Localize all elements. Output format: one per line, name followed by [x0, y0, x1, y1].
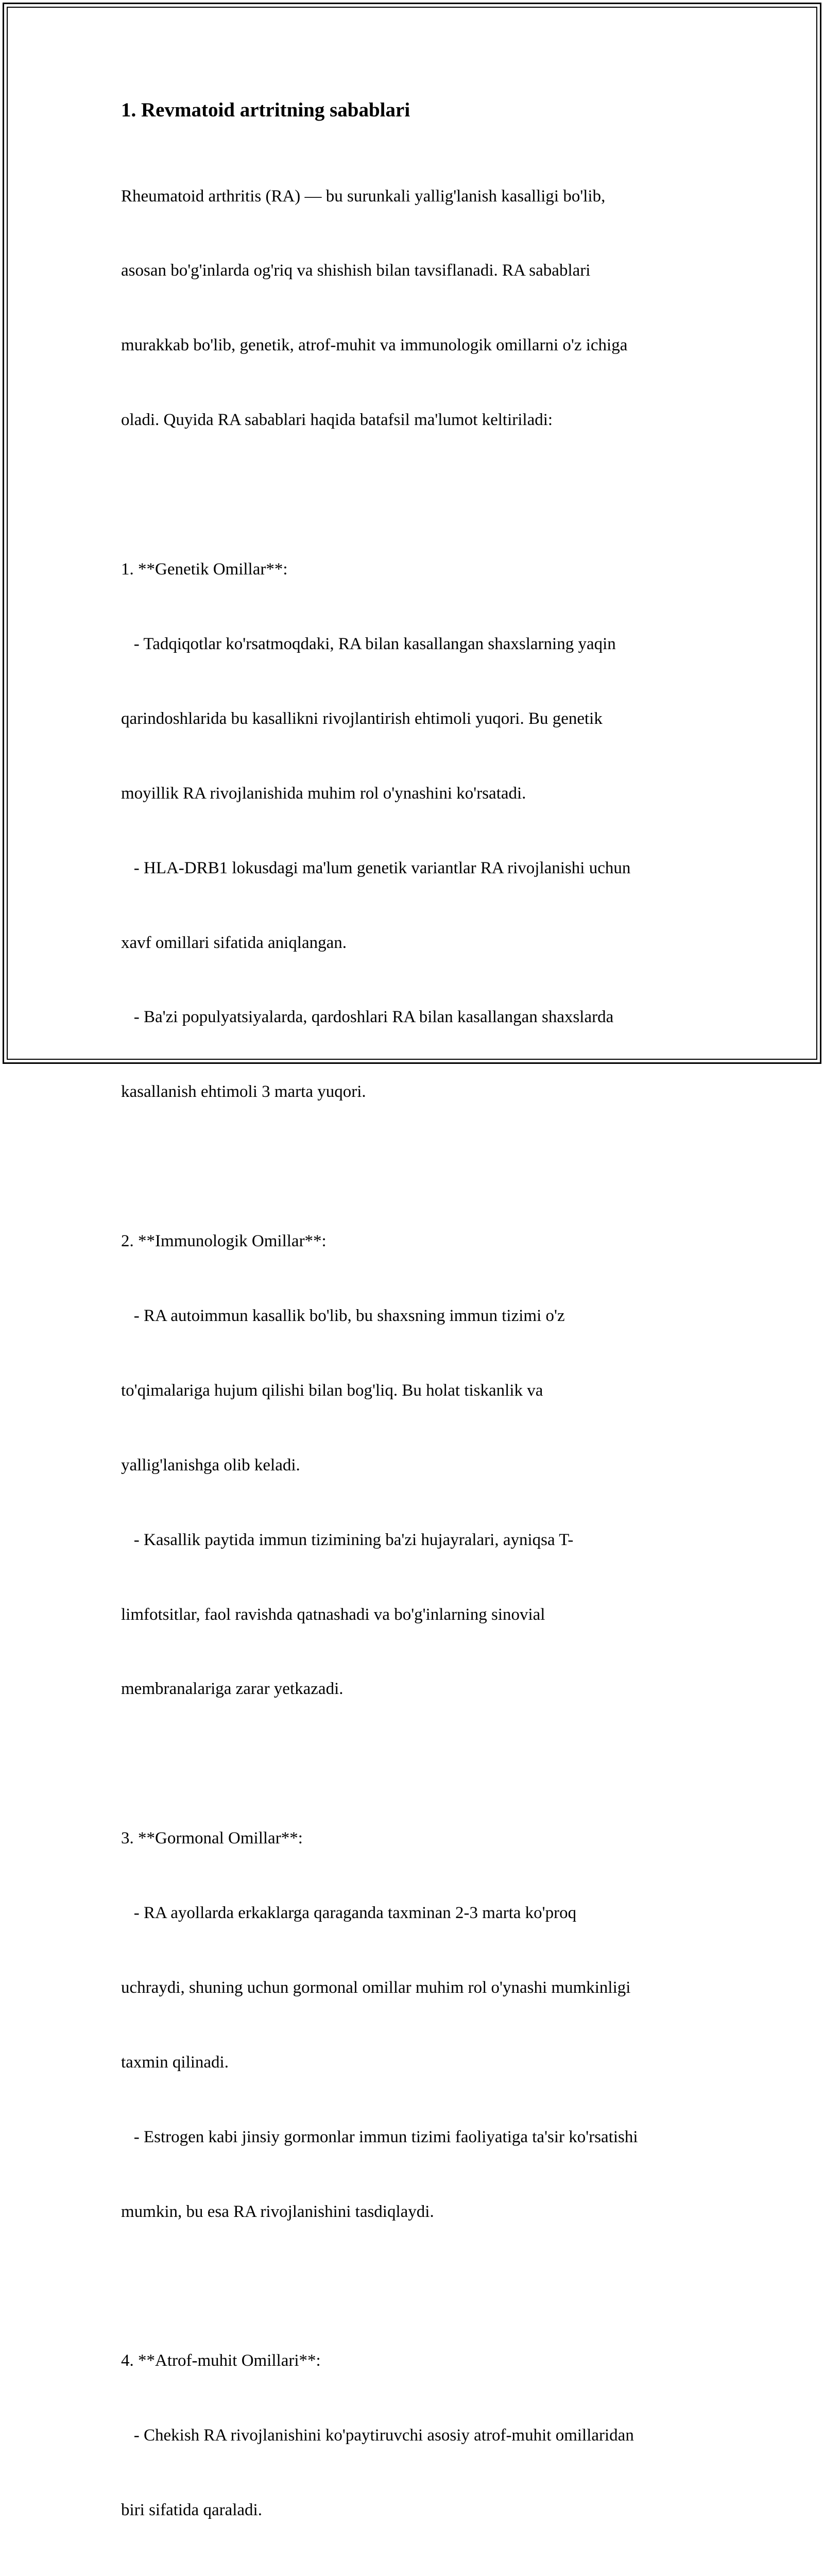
text-line: yallig'lanishga olib keladi. [121, 1455, 300, 1475]
text-line: oladi. Quyida RA sabablari haqida batafsil ma'lumot keltiriladi: [121, 411, 553, 430]
document-body [121, 97, 713, 2576]
text-line: biri sifatida qaraladi. [121, 2501, 262, 2520]
list-item: - Estrogen kabi jinsiy gormonlar immun tizimi faoliyatiga ta'sir ko'rsatishi [121, 2127, 638, 2146]
list-item: - HLA-DRB1 lokusdagi ma'lum genetik variantlar RA rivojlanishi uchun [121, 858, 631, 877]
list-item: - Ba'zi populyatsiyalarda, qardoshlari RA bilan kasallangan shaxslarda [121, 1008, 614, 1027]
text-line: xavf omillari sifatida aniqlangan. [121, 933, 347, 952]
section-heading-immunologik: 2. **Immunologik Omillar**: [121, 1232, 327, 1251]
blank-line [121, 1154, 713, 1179]
text-line: kasallanish ehtimoli 3 marta yuqori. [121, 1082, 366, 1101]
blank-line [121, 482, 713, 507]
text-line: asosan bo'g'inlarda og'riq va shishish bilan tavsiflanadi. RA sabablari [121, 261, 591, 280]
text-line: limfotsitlar, faol ravishda qatnashadi va bo'g'inlarning sinovial [121, 1605, 545, 1624]
text-line: uchraydi, shuning uchun gormonal omillar muhim rol o'ynashi mumkinligi [121, 1978, 631, 1997]
text-line: mumkin, bu esa RA rivojlanishini tasdiqlaydi. [121, 2202, 434, 2221]
text-line: membranalariga zarar yetkazadi. [121, 1680, 344, 1699]
list-item: - Kasallik paytida immun tizimining ba'zi hujayralari, ayniqsa T- [121, 1530, 574, 1549]
text-line: murakkab bo'lib, genetik, atrof-muhit va immunologik omillarni o'z ichiga [121, 336, 628, 355]
list-item: - Chekish RA rivojlanishini ko'paytiruvchi asosiy atrof-muhit omillaridan [121, 2426, 634, 2445]
section-heading-atrof-muhit: 4. **Atrof-muhit Omillari**: [121, 2351, 321, 2370]
text-line: moyillik RA rivojlanishida muhim rol o'ynashini ko'rsatadi. [121, 784, 526, 803]
section-heading-gormonal: 3. **Gormonal Omillar**: [121, 1829, 303, 1848]
document-text [121, 134, 713, 2576]
text-line: to'qimalariga hujum qilishi bilan bog'liq. Bu holat tiskanlik va [121, 1381, 543, 1400]
list-item [121, 2572, 713, 2576]
list-item: - RA autoimmun kasallik bo'lib, bu shaxsning immun tizimi o'z [121, 1306, 565, 1325]
section-heading-genetik: 1. **Genetik Omillar**: [121, 560, 288, 579]
blank-line [121, 1751, 713, 1776]
blank-line [121, 2274, 713, 2299]
text-line: Rheumatoid arthritis (RA) — bu surunkali yallig'lanish kasalligi bo'lib, [121, 187, 606, 206]
list-item: - RA ayollarda erkaklarga qaraganda taxminan 2-3 marta ko'proq [121, 1904, 577, 1923]
list-item: - Tadqiqotlar ko'rsatmoqdaki, RA bilan kasallangan shaxslarning yaqin [121, 634, 616, 653]
document-title: 1. Revmatoid artritning sabablari [121, 99, 410, 121]
text-line: taxmin qilinadi. [121, 2053, 229, 2072]
text-line: qarindoshlarida bu kasallikni rivojlantirish ehtimoli yuqori. Bu genetik [121, 709, 603, 728]
